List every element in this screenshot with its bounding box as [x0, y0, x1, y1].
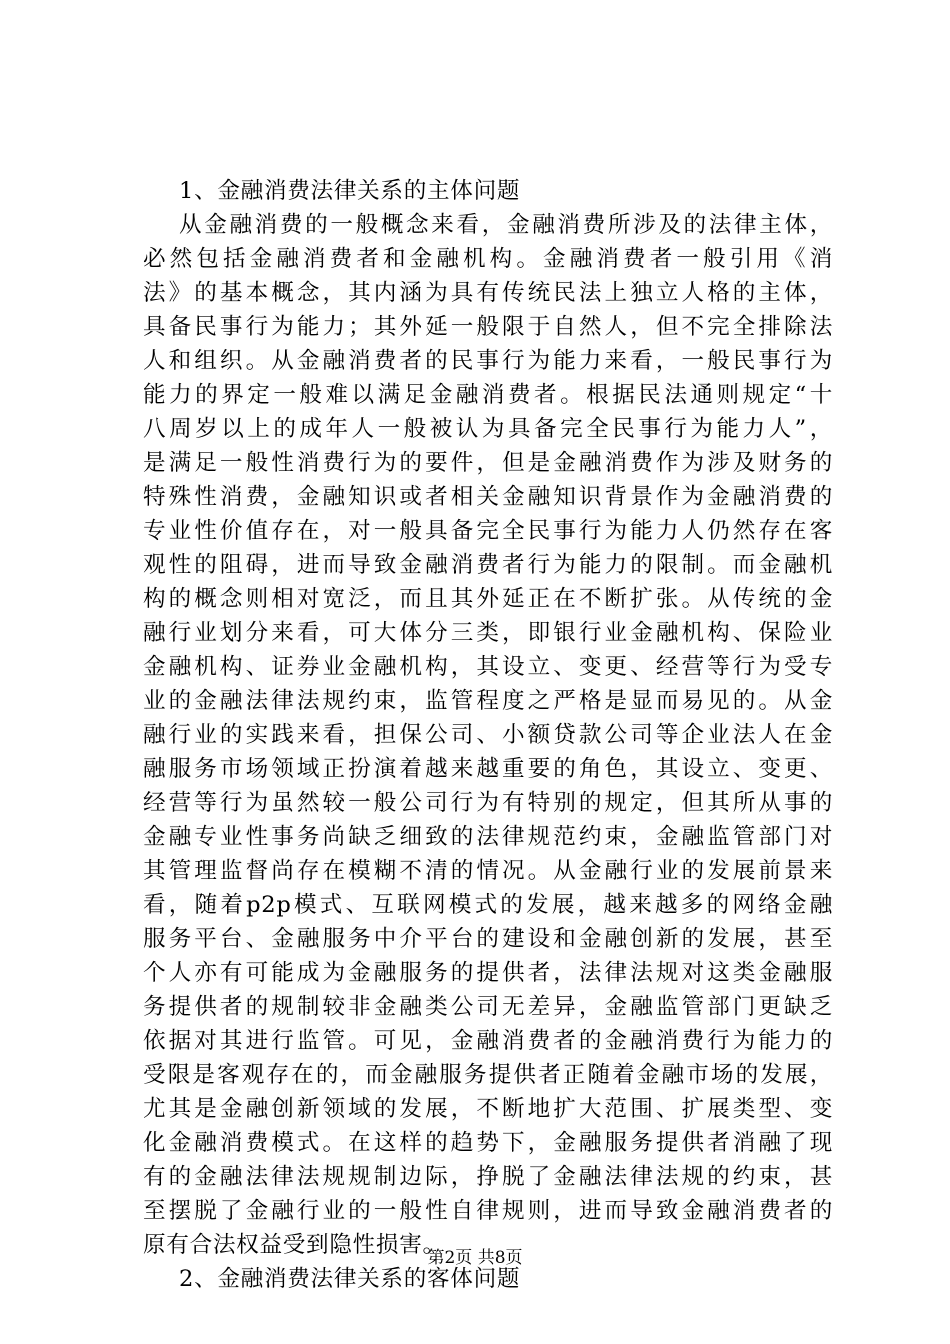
paragraph-line: 个人亦有可能成为金融服务的提供者，法律法规对这类金融服 — [143, 960, 833, 986]
paragraph-line: 融行业划分来看，可大体分三类，即银行业金融机构、保险业 — [143, 620, 833, 646]
paragraph-line: 人和组织。从金融消费者的民事行为能力来看，一般民事行为 — [143, 348, 833, 374]
paragraph-line: 必然包括金融消费者和金融机构。金融消费者一般引用《消 — [143, 246, 833, 272]
paragraph-line: 构的概念则相对宽泛，而且其外延正在不断扩张。从传统的金 — [143, 586, 833, 612]
paragraph — [143, 208, 833, 1262]
paragraph-line: 八周岁以上的成年人一般被认为具备完全民事行为能力人”， — [143, 416, 833, 442]
paragraph-line: 其管理监督尚存在模糊不清的情况。从金融行业的发展前景来 — [143, 858, 833, 884]
paragraph-line: 专业性价值存在，对一般具备完全民事行为能力人仍然存在客 — [143, 518, 833, 544]
paragraph-line: 金融机构、证券业金融机构，其设立、变更、经营等行为受专 — [143, 654, 833, 680]
paragraph-line: 尤其是金融创新领域的发展，不断地扩大范围、扩展类型、变 — [143, 1096, 833, 1122]
paragraph-line: 受限是客观存在的，而金融服务提供者正随着金融市场的发展， — [143, 1062, 833, 1088]
paragraph-line: 依据对其进行监管。可见，金融消费者的金融消费行为能力的 — [143, 1028, 833, 1054]
paragraph-line: 法》的基本概念，其内涵为具有传统民法上独立人格的主体， — [143, 280, 833, 306]
paragraph-line: 务提供者的规制较非金融类公司无差异，金融监管部门更缺乏 — [143, 994, 833, 1020]
page-footer: 第2页 共8页 — [427, 1248, 523, 1268]
section-heading-1: 1、金融消费法律关系的主体问题 — [179, 178, 521, 204]
paragraph-line: 观性的阻碍，进而导致金融消费者行为能力的限制。而金融机 — [143, 552, 833, 578]
section-heading-2: 2、金融消费法律关系的客体问题 — [179, 1266, 521, 1292]
paragraph-line: 化金融消费模式。在这样的趋势下，金融服务提供者消融了现 — [143, 1130, 833, 1156]
paragraph-line: 从金融消费的一般概念来看，金融消费所涉及的法律主体， — [179, 212, 833, 238]
paragraph-line: 业的金融法律法规约束，监管程度之严格是显而易见的。从金 — [143, 688, 833, 714]
paragraph-line: 服务平台、金融服务中介平台的建设和金融创新的发展，甚至 — [143, 926, 833, 952]
body-text — [143, 174, 833, 1296]
paragraph-line: 金融专业性事务尚缺乏细致的法律规范约束，金融监管部门对 — [143, 824, 833, 850]
paragraph-line: 特殊性消费，金融知识或者相关金融知识背景作为金融消费的 — [143, 484, 833, 510]
paragraph-line: 看，随着p2p模式、互联网模式的发展，越来越多的网络金融 — [143, 892, 833, 918]
paragraph-line: 经营等行为虽然较一般公司行为有特别的规定，但其所从事的 — [143, 790, 833, 816]
paragraph-line: 有的金融法律法规规制边际，挣脱了金融法律法规的约束，甚 — [143, 1164, 833, 1190]
paragraph-line: 融行业的实践来看，担保公司、小额贷款公司等企业法人在金 — [143, 722, 833, 748]
paragraph-line: 具备民事行为能力；其外延一般限于自然人，但不完全排除法 — [143, 314, 833, 340]
paragraph-line: 至摆脱了金融行业的一般性自律规则，进而导致金融消费者的 — [143, 1198, 833, 1224]
paragraph-line: 原有合法权益受到隐性损害。 — [143, 1232, 446, 1258]
paragraph-line: 是满足一般性消费行为的要件，但是金融消费作为涉及财务的 — [143, 450, 833, 476]
paragraph-line: 能力的界定一般难以满足金融消费者。根据民法通则规定“十 — [143, 382, 833, 408]
paragraph-line: 融服务市场领域正扮演着越来越重要的角色，其设立、变更、 — [143, 756, 833, 782]
